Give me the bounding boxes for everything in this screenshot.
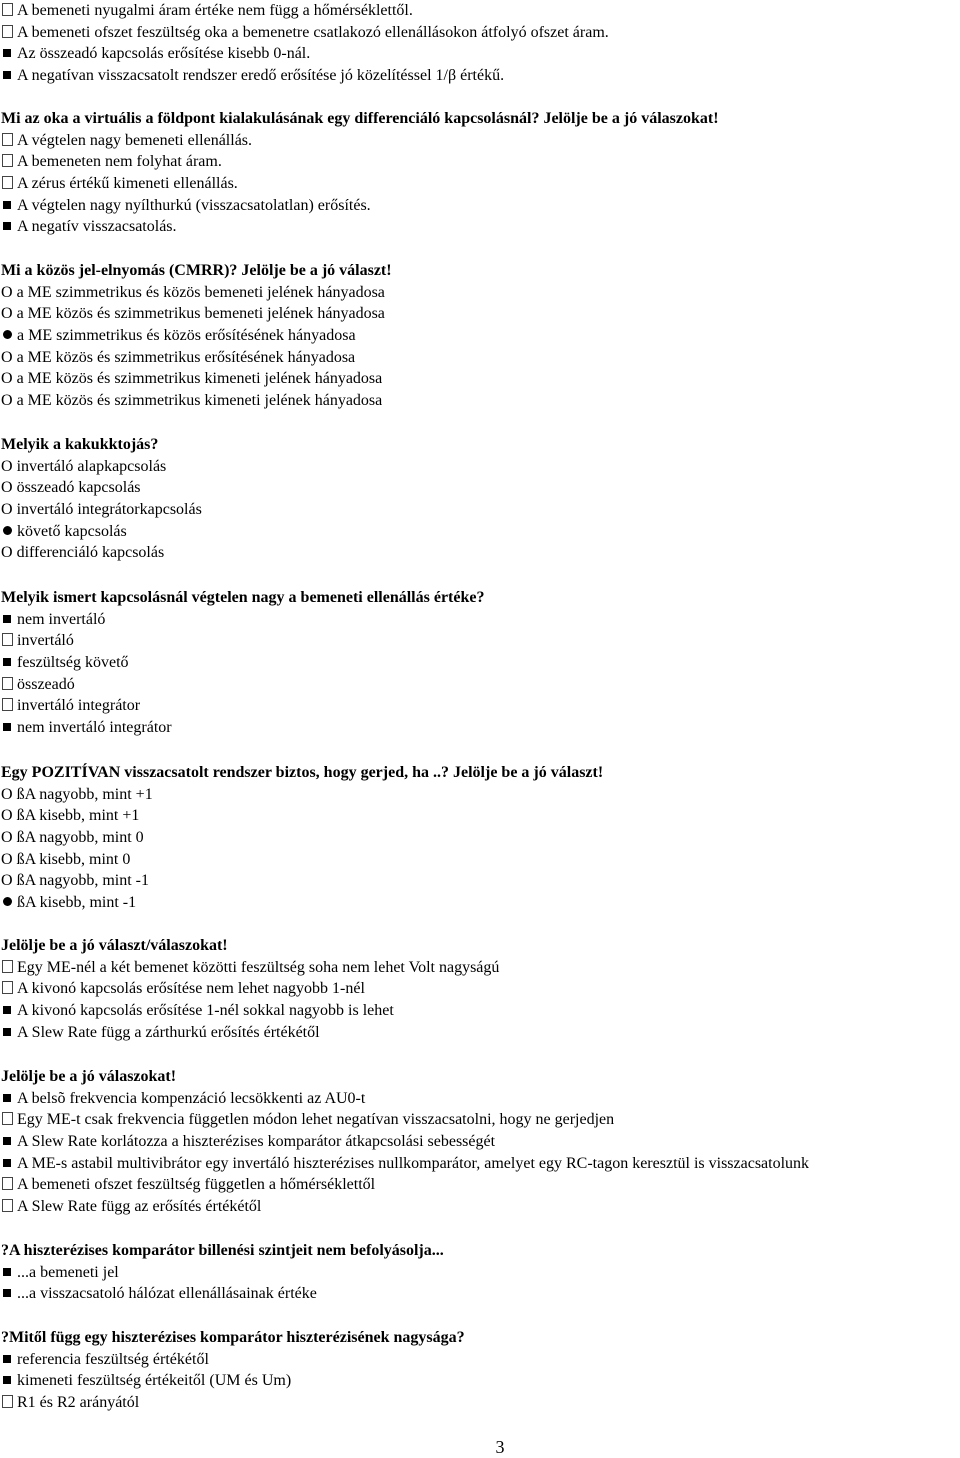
answer-line: O ßA nagyobb, mint +1	[0, 784, 960, 806]
answer-line: referencia feszültség értékétől	[0, 1349, 960, 1371]
radio-selected-icon	[1, 325, 17, 347]
filled-square-icon	[1, 1000, 17, 1022]
section-3	[0, 434, 960, 564]
answer-line: A kivonó kapcsolás erősítése nem lehet nagyobb 1-nél	[0, 978, 960, 1000]
filled-square-icon	[1, 1022, 17, 1044]
radio-unselected-icon: O	[1, 305, 13, 323]
answer-line: O ßA nagyobb, mint -1	[0, 870, 960, 892]
answer-line: a ME szimmetrikus és közös erősítésének hányadosa	[0, 325, 960, 347]
answer-line: A bemeneti ofszet feszültség oka a bemenetre csatlakozó ellenállásokon átfolyó ofszet áram.	[0, 22, 960, 44]
section-5	[0, 762, 960, 914]
answer-line: O invertáló alapkapcsolás	[0, 456, 960, 478]
answer-line: A negatív visszacsatolás.	[0, 216, 960, 238]
answer-line: A Slew Rate függ az erősítés értékétől	[0, 1196, 960, 1218]
answer-line: O ßA kisebb, mint +1	[0, 805, 960, 827]
filled-square-icon	[1, 1088, 17, 1110]
section-6	[0, 935, 960, 1043]
filled-square-icon	[1, 652, 17, 674]
section-1	[0, 108, 960, 238]
answer-line: O invertáló integrátorkapcsolás	[0, 499, 960, 521]
radio-unselected-icon: O	[1, 370, 13, 388]
answer-line: A végtelen nagy bemeneti ellenállás.	[0, 130, 960, 152]
answer-line: A Slew Rate függ a zárthurkú erősítés értékétől	[0, 1022, 960, 1044]
radio-selected-icon	[1, 521, 17, 543]
empty-checkbox-icon	[1, 674, 17, 696]
radio-unselected-icon: O	[1, 872, 13, 890]
answer-line: O ßA kisebb, mint 0	[0, 849, 960, 871]
empty-checkbox-icon	[1, 957, 17, 979]
answer-line: követő kapcsolás	[0, 521, 960, 543]
radio-unselected-icon: O	[1, 544, 13, 562]
filled-square-icon	[1, 1349, 17, 1371]
answer-line: ßA kisebb, mint -1	[0, 892, 960, 914]
filled-square-icon	[1, 65, 17, 87]
answer-line: A bemeneti ofszet feszültség független a hőmérséklettől	[0, 1174, 960, 1196]
answer-line: Az összeadó kapcsolás erősítése kisebb 0-nál.	[0, 43, 960, 65]
answer-line: A bemeneten nem folyhat áram.	[0, 151, 960, 173]
answer-line: nem invertáló	[0, 609, 960, 631]
radio-unselected-icon: O	[1, 283, 13, 301]
answer-line: O a ME szimmetrikus és közös bemeneti jelének hányadosa	[0, 282, 960, 304]
radio-unselected-icon: O	[1, 785, 13, 803]
radio-unselected-icon: O	[1, 348, 13, 366]
question-text: ?Mitől függ egy hiszterézises komparátor hiszterézisének nagysága?	[1, 1329, 465, 1346]
filled-square-icon	[1, 1131, 17, 1153]
radio-unselected-icon: O	[1, 829, 13, 847]
section-7	[0, 1066, 960, 1218]
page-number: 3	[495, 1437, 505, 1457]
question-text: Jelölje be a jó válaszokat!	[1, 1068, 177, 1085]
answer-line: O a ME közös és szimmetrikus kimeneti jelének hányadosa	[0, 390, 960, 412]
empty-checkbox-icon	[1, 630, 17, 652]
section-0	[0, 0, 960, 87]
question-text: Egy POZITÍVAN visszacsatolt rendszer biztos, hogy gerjed, ha ..? Jelölje be a jó választ!	[1, 764, 604, 781]
question-text: ?A hiszterézises komparátor billenési szintjeit nem befolyásolja...	[1, 1242, 444, 1259]
filled-square-icon	[1, 1283, 17, 1305]
answer-line: nem invertáló integrátor	[0, 717, 960, 739]
empty-checkbox-icon	[1, 22, 17, 44]
answer-line: A kivonó kapcsolás erősítése 1-nél sokkal nagyobb is lehet	[0, 1000, 960, 1022]
answer-line: Egy ME-nél a két bemenet közötti feszültség soha nem lehet Volt nagyságú	[0, 957, 960, 979]
empty-checkbox-icon	[1, 1392, 17, 1414]
answer-line: A zérus értékű kimeneti ellenállás.	[0, 173, 960, 195]
answer-line: O összeadó kapcsolás	[0, 477, 960, 499]
empty-checkbox-icon	[1, 0, 17, 22]
question-text: Melyik ismert kapcsolásnál végtelen nagy a bemeneti ellenállás értéke?	[1, 589, 485, 606]
answer-line: ...a bemeneti jel	[0, 1262, 960, 1284]
empty-checkbox-icon	[1, 1174, 17, 1196]
answer-line: kimeneti feszültség értékeitől (UM és Um)	[0, 1370, 960, 1392]
answer-line: O a ME közös és szimmetrikus erősítésének hányadosa	[0, 347, 960, 369]
empty-checkbox-icon	[1, 173, 17, 195]
filled-square-icon	[1, 609, 17, 631]
question-text: Mi az oka a virtuális a földpont kialakulásának egy differenciáló kapcsolásnál? Jelölje be a jó válaszokat!	[1, 110, 719, 127]
answer-line: invertáló integrátor	[0, 695, 960, 717]
answer-line: A belsõ frekvencia kompenzáció lecsökkenti az AU0-t	[0, 1088, 960, 1110]
answer-line: invertáló	[0, 630, 960, 652]
empty-checkbox-icon	[1, 1196, 17, 1218]
filled-square-icon	[1, 717, 17, 739]
filled-square-icon	[1, 43, 17, 65]
radio-unselected-icon: O	[1, 479, 13, 497]
empty-checkbox-icon	[1, 1109, 17, 1131]
question-text: Jelölje be a jó választ/válaszokat!	[1, 937, 228, 954]
answer-line: A negatívan visszacsatolt rendszer eredő erősítése jó közelítéssel 1/β értékű.	[0, 65, 960, 87]
empty-checkbox-icon	[1, 695, 17, 717]
empty-checkbox-icon	[1, 151, 17, 173]
radio-unselected-icon: O	[1, 807, 13, 825]
question-text: Mi a közös jel-elnyomás (CMRR)? Jelölje be a jó választ!	[1, 262, 392, 279]
question-text: Melyik a kakukktojás?	[1, 436, 159, 453]
answer-line: O ßA nagyobb, mint 0	[0, 827, 960, 849]
answer-line: R1 és R2 arányától	[0, 1392, 960, 1414]
empty-checkbox-icon	[1, 978, 17, 1000]
answer-line: O differenciáló kapcsolás	[0, 542, 960, 564]
filled-square-icon	[1, 1153, 17, 1175]
answer-line: feszültség követő	[0, 652, 960, 674]
radio-unselected-icon: O	[1, 850, 13, 868]
answer-line: O a ME közös és szimmetrikus kimeneti jelének hányadosa	[0, 368, 960, 390]
answer-line: A Slew Rate korlátozza a hiszterézises komparátor átkapcsolási sebességét	[0, 1131, 960, 1153]
filled-square-icon	[1, 195, 17, 217]
radio-unselected-icon: O	[1, 392, 13, 410]
radio-selected-icon	[1, 892, 17, 914]
section-8	[0, 1240, 960, 1305]
answer-line: ...a visszacsatoló hálózat ellenállásainak értéke	[0, 1283, 960, 1305]
answer-line: Egy ME-t csak frekvencia független módon lehet negatívan visszacsatolni, hogy ne gerjedjen	[0, 1109, 960, 1131]
section-2	[0, 260, 960, 412]
filled-square-icon	[1, 216, 17, 238]
radio-unselected-icon: O	[1, 457, 13, 475]
answer-line: A bemeneti nyugalmi áram értéke nem függ a hőmérséklettől.	[0, 0, 960, 22]
answer-line: összeadó	[0, 674, 960, 696]
filled-square-icon	[1, 1370, 17, 1392]
answer-line: O a ME közös és szimmetrikus bemeneti jelének hányadosa	[0, 303, 960, 325]
empty-checkbox-icon	[1, 130, 17, 152]
section-4	[0, 587, 960, 739]
section-9	[0, 1327, 960, 1414]
answer-line: A ME-s astabil multivibrátor egy invertáló hiszterézises nullkomparátor, amelyet egy RC-tagon keresztül is visszacsatolunk	[0, 1153, 960, 1175]
radio-unselected-icon: O	[1, 501, 13, 519]
filled-square-icon	[1, 1262, 17, 1284]
answer-line: A végtelen nagy nyílthurkú (visszacsatolatlan) erősítés.	[0, 195, 960, 217]
